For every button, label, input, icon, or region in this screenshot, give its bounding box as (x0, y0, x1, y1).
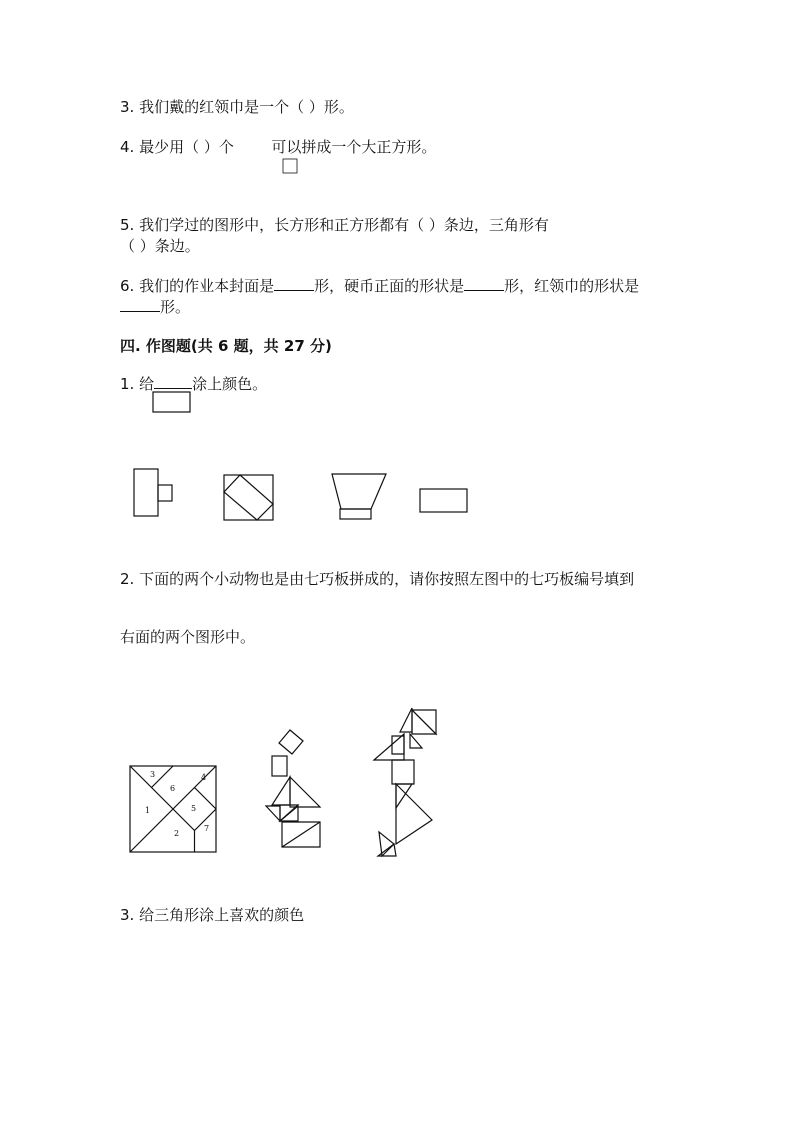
question-4-text-before: 4. 最少用（ ）个 (120, 138, 234, 156)
section-4-title: 四. 作图题(共 6 题，共 27 分) (120, 337, 332, 355)
drawing-question-2-line-1 (120, 569, 634, 589)
tangram-number-4: 4 (201, 773, 207, 782)
question-5-line-2 (120, 236, 200, 256)
rectangle-with-square-figure (133, 468, 175, 520)
question-4-text-after: 可以拼成一个大正方形。 (271, 138, 437, 156)
tangram-animal-figure-1 (262, 727, 332, 853)
trapezoid-with-rectangle-figure (331, 473, 389, 521)
question-3 (120, 97, 354, 117)
question-6-part-1: 6. 我们的作业本封面是 (120, 277, 275, 295)
tangram-number-1: 1 (145, 806, 151, 815)
square-with-inner-rectangle-figure (223, 474, 277, 524)
rectangle-figure (419, 488, 471, 514)
question-4 (120, 137, 436, 157)
question-6-line-1 (120, 276, 639, 296)
section-4-heading (120, 336, 332, 356)
tangram-number-6: 6 (170, 784, 176, 793)
drawing-question-3-text: 3. 给三角形涂上喜欢的颜色 (120, 906, 305, 924)
rectangle-reference-figure (152, 391, 194, 415)
drawing-question-3 (120, 905, 304, 925)
tangram-animal-figure-2 (370, 704, 450, 860)
drawing-question-1-before: 1. 给 (120, 375, 155, 393)
question-5-text-1: 5. 我们学过的图形中，长方形和正方形都有（ ）条边，三角形有 (120, 216, 549, 234)
question-3-text: 3. 我们戴的红领巾是一个（ ）形。 (120, 98, 354, 116)
tangram-number-5: 5 (191, 804, 197, 813)
answer-blank[interactable] (274, 276, 314, 291)
question-5-text-2: （ ）条边。 (120, 237, 200, 255)
tangram-square-figure (128, 764, 220, 856)
answer-blank[interactable] (464, 276, 504, 291)
tangram-number-7: 7 (204, 824, 210, 833)
tangram-number-2: 2 (174, 829, 180, 838)
question-6-part-4: 形。 (160, 298, 191, 316)
question-6-line-2 (120, 297, 190, 317)
question-5-line-1 (120, 215, 549, 235)
drawing-question-2-line-2 (120, 627, 255, 647)
answer-blank (154, 374, 192, 389)
tangram-number-3: 3 (150, 770, 156, 779)
small-square-figure (281, 157, 301, 175)
question-6-part-2: 形，硬币正面的形状是 (314, 277, 465, 295)
drawing-question-1-after: 涂上颜色。 (192, 375, 268, 393)
question-6-part-3: 形，红领巾的形状是 (504, 277, 640, 295)
answer-blank[interactable] (120, 297, 160, 312)
drawing-question-2-text-2: 右面的两个图形中。 (120, 628, 256, 646)
drawing-question-2-text-1: 2. 下面的两个小动物也是由七巧板拼成的，请你按照左图中的七巧板编号填到 (120, 570, 635, 588)
